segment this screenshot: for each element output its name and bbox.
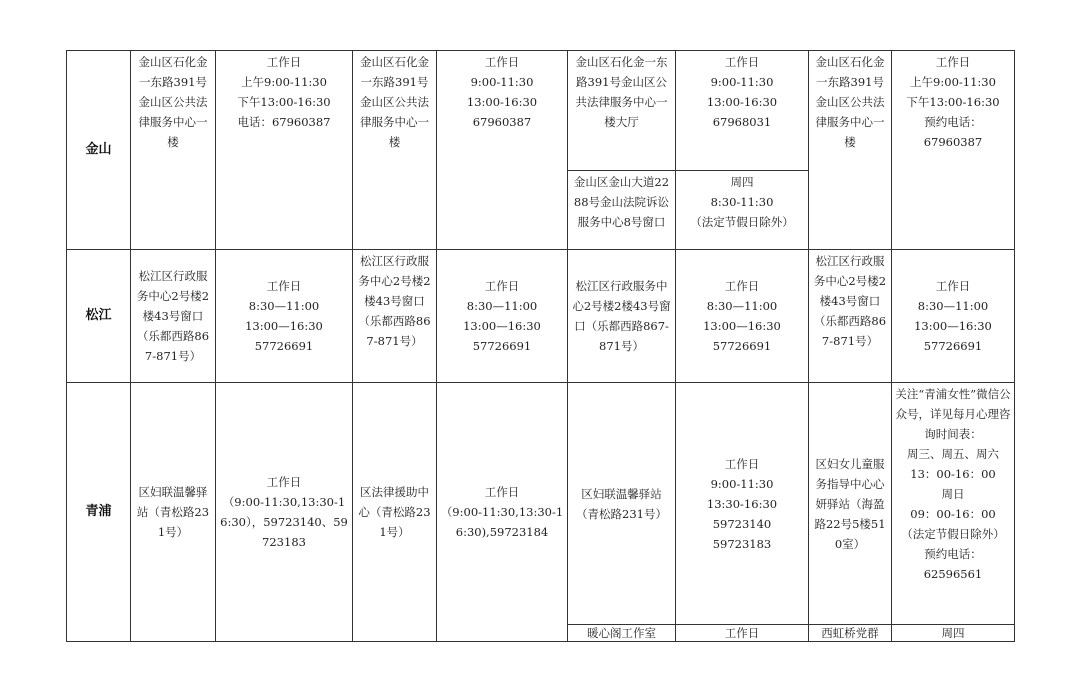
hours-cell: 工作日 上午9:00-11:30 下午13:00-16:30 预约电话： 67960387 xyxy=(892,51,1015,250)
location-cell: 西虹桥党群 xyxy=(809,625,892,642)
location-cell: 区妇联温馨驿站（青松路231号） xyxy=(131,383,216,642)
location-cell: 松江区行政服务中心2号楼2楼43号窗口（乐都西路867-871号） xyxy=(353,250,437,383)
hours-cell: 工作日 （9:00-11:30,13:30-16:30),59723184 xyxy=(437,383,568,642)
location-cell: 区妇女儿童服务指导中心心妍驿站（海盈路22号5楼510室） xyxy=(809,383,892,625)
location-cell: 金山区金山大道2288号金山法院诉讼服务中心8号窗口 xyxy=(568,171,676,250)
location-cell: 暖心阁工作室 xyxy=(568,625,676,642)
hours-cell: 工作日 9:00-11:30 13:00-16:30 67960387 xyxy=(437,51,568,250)
location-cell: 松江区行政服务中心2号楼2楼43号窗口（乐都西路867-871号） xyxy=(809,250,892,383)
district-cell: 松江 xyxy=(67,250,131,383)
table-row xyxy=(67,250,1015,383)
service-schedule-table xyxy=(66,50,1015,642)
hours-cell: 工作日 8:30—11:00 13:00—16:30 57726691 xyxy=(892,250,1015,383)
hours-cell: 关注“青浦女性”微信公众号，详见每月心理咨询时间表： 周三、周五、周六 13：00-16：00 周日 09：00-16：00 （法定节假日除外） 预约电话： 62596561 xyxy=(892,383,1015,625)
district-cell: 青浦 xyxy=(67,383,131,642)
hours-cell: 工作日 9:00-11:30 13:30-16:30 59723140 59723183 xyxy=(676,383,809,625)
table-row xyxy=(67,51,1015,171)
hours-cell: 工作日 8:30—11:00 13:00—16:30 57726691 xyxy=(676,250,809,383)
location-cell: 区法律援助中心（青松路231号） xyxy=(353,383,437,642)
hours-cell: 周四 xyxy=(892,625,1015,642)
hours-cell: 周四 8:30-11:30 （法定节假日除外） xyxy=(676,171,809,250)
table-row xyxy=(67,383,1015,625)
district-cell: 金山 xyxy=(67,51,131,250)
location-cell: 金山区石化金一东路391号金山区公共法律服务中心一楼 xyxy=(809,51,892,250)
location-cell: 区妇联温馨驿站（青松路231号） xyxy=(568,383,676,625)
hours-cell: 工作日 xyxy=(676,625,809,642)
location-cell: 松江区行政服务中心2号楼2楼43号窗口（乐都西路867-871号） xyxy=(568,250,676,383)
hours-cell: 工作日 9:00-11:30 13:00-16:30 67968031 xyxy=(676,51,809,171)
hours-cell: 工作日 （9:00-11:30,13:30-16:30），59723140、59723183 xyxy=(216,383,353,642)
location-cell: 松江区行政服务中心2号楼2楼43号窗口（乐都西路867-871号） xyxy=(131,250,216,383)
location-cell: 金山区石化金一东路391号金山区公共法律服务中心一楼大厅 xyxy=(568,51,676,171)
hours-cell: 工作日 8:30—11:00 13:00—16:30 57726691 xyxy=(437,250,568,383)
location-cell: 金山区石化金一东路391号金山区公共法律服务中心一楼 xyxy=(131,51,216,250)
location-cell: 金山区石化金一东路391号金山区公共法律服务中心一楼 xyxy=(353,51,437,250)
hours-cell: 工作日 上午9:00-11:30 下午13:00-16:30 电话：67960387 xyxy=(216,51,353,250)
hours-cell: 工作日 8:30—11:00 13:00—16:30 57726691 xyxy=(216,250,353,383)
